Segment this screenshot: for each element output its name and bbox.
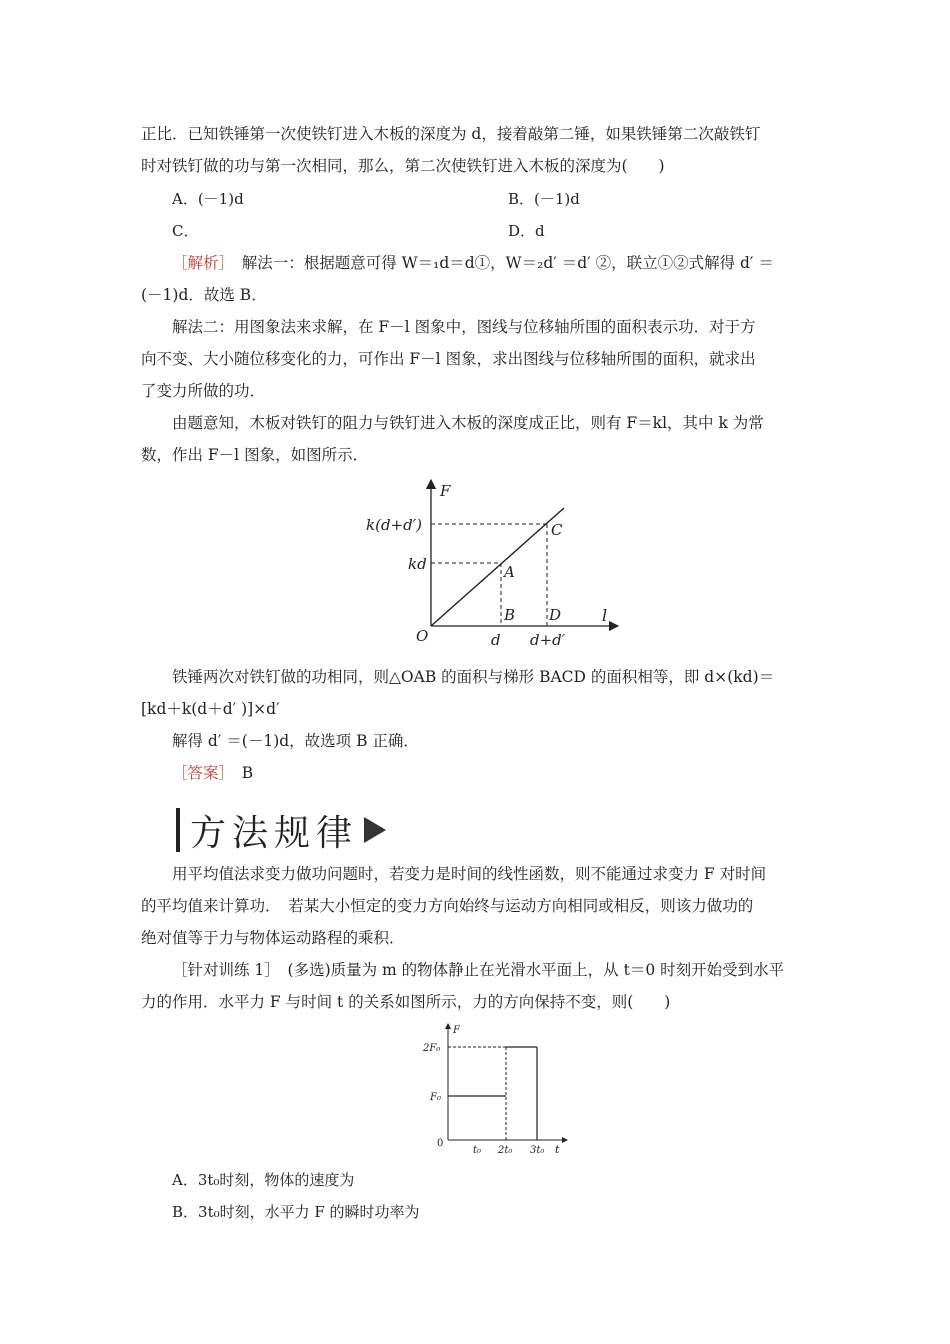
- label-d: d: [491, 631, 501, 649]
- training-line-2: 力的作用．水平力 F 与时间 t 的关系如图所示，力的方向保持不变，则( ): [141, 993, 671, 1011]
- force-line: [431, 508, 564, 626]
- option2-a: A．3t₀时刻，物体的速度为: [172, 1171, 355, 1189]
- analysis-line-2: (－1)d．故选 B．: [141, 286, 267, 304]
- f-t-graph: [420, 1020, 580, 1160]
- t-label-3t0: 3t₀: [530, 1145, 545, 1156]
- method-line-3: 绝对值等于力与物体运动路程的乘积．: [141, 929, 405, 947]
- label-kdd: k(d+d′): [366, 516, 422, 534]
- method-line-2: 的平均值来计算功． 若某大小恒定的变力方向始终与运动方向相同或相反，则该力做功的: [141, 897, 754, 915]
- label-kd: kd: [408, 555, 427, 573]
- t-label-t: t: [555, 1143, 560, 1156]
- label-dd: d+d′: [530, 631, 566, 649]
- heading-bar: [176, 808, 180, 852]
- t-label-F: F: [453, 1025, 460, 1036]
- analysis-line-5: 了变力所做的功．: [141, 382, 266, 400]
- analysis-tag: ［解析］: [172, 254, 227, 272]
- analysis-line-7: 数，作出 F－l 图象，如图所示．: [141, 446, 369, 464]
- t-label-2F0: 2F₀: [423, 1043, 441, 1054]
- label-F: F: [440, 482, 451, 500]
- t-label-t0: t₀: [473, 1145, 482, 1156]
- analysis-line-4: 向不变、大小随位移变化的力，可作出 F－l 图象，求出图线与位移轴所围的面积，就求出: [141, 350, 756, 368]
- analysis-line-6: 由题意知，木板对铁钉的阻力与铁钉进入木板的深度成正比，则有 F＝kl，其中 k 为常: [172, 414, 764, 432]
- t-label-0: 0: [437, 1138, 444, 1149]
- label-B: B: [504, 606, 516, 624]
- answer-line: [172, 763, 253, 783]
- label-O: O: [416, 627, 429, 645]
- triangle-right-icon: [364, 817, 386, 843]
- f-l-graph: [360, 478, 620, 654]
- option-c: C．: [172, 222, 199, 240]
- label-A: A: [504, 563, 515, 581]
- question-line-2: 时对铁钉做的功与第一次相同，那么，第二次使铁钉进入木板的深度为( ): [141, 157, 665, 175]
- analysis-line-3: 解法二：用图象法来求解，在 F－l 图象中，图线与位移轴所围的面积表示功．对于方: [172, 318, 756, 336]
- analysis-line-10: 解得 d′ ＝(－1)d，故选项 B 正确．: [172, 732, 419, 750]
- option-d: D．d: [508, 222, 545, 240]
- t-label-2t0: 2t₀: [498, 1145, 513, 1156]
- option-a: A．(－1)d: [172, 190, 244, 208]
- analysis-line-9: [kd＋k(d＋d′ )]×d′: [141, 700, 280, 718]
- t-label-F0: F₀: [430, 1092, 441, 1103]
- label-D: D: [549, 606, 562, 624]
- analysis-line-1: [172, 253, 774, 273]
- analysis-line-8: 铁锤两次对铁钉做的功相同，则△OAB 的面积与梯形 BACD 的面积相等，即 d×(kd)＝: [172, 668, 775, 686]
- option2-b: B．3t₀时刻，水平力 F 的瞬时功率为: [172, 1203, 420, 1221]
- section-title: 方法规律: [190, 812, 359, 854]
- question-line-1: 正比．已知铁锤第一次使铁钉进入木板的深度为 d，接着敲第二锤，如果铁锤第二次敲铁钉: [141, 125, 761, 143]
- label-l: l: [602, 606, 608, 625]
- method-line-1: 用平均值法求变力做功问题时，若变力是时间的线性函数，则不能通过求变力 F 对时间: [172, 865, 767, 883]
- answer-tag: ［答案］: [172, 764, 227, 782]
- label-C: C: [551, 521, 563, 539]
- answer-value: B: [226, 764, 254, 782]
- option-b: B．(－1)d: [508, 190, 580, 208]
- section-heading: [176, 808, 386, 852]
- training-line-1: ［针对训练 1］ (多选)质量为 m 的物体静止在光滑水平面上，从 t＝0 时刻开始受到水平: [172, 961, 785, 979]
- analysis-line-1-text: 解法一：根据题意可得 W＝₁d＝d①，W＝₂d′ ＝d′ ②，联立①②式解得 d′ ＝: [226, 254, 774, 272]
